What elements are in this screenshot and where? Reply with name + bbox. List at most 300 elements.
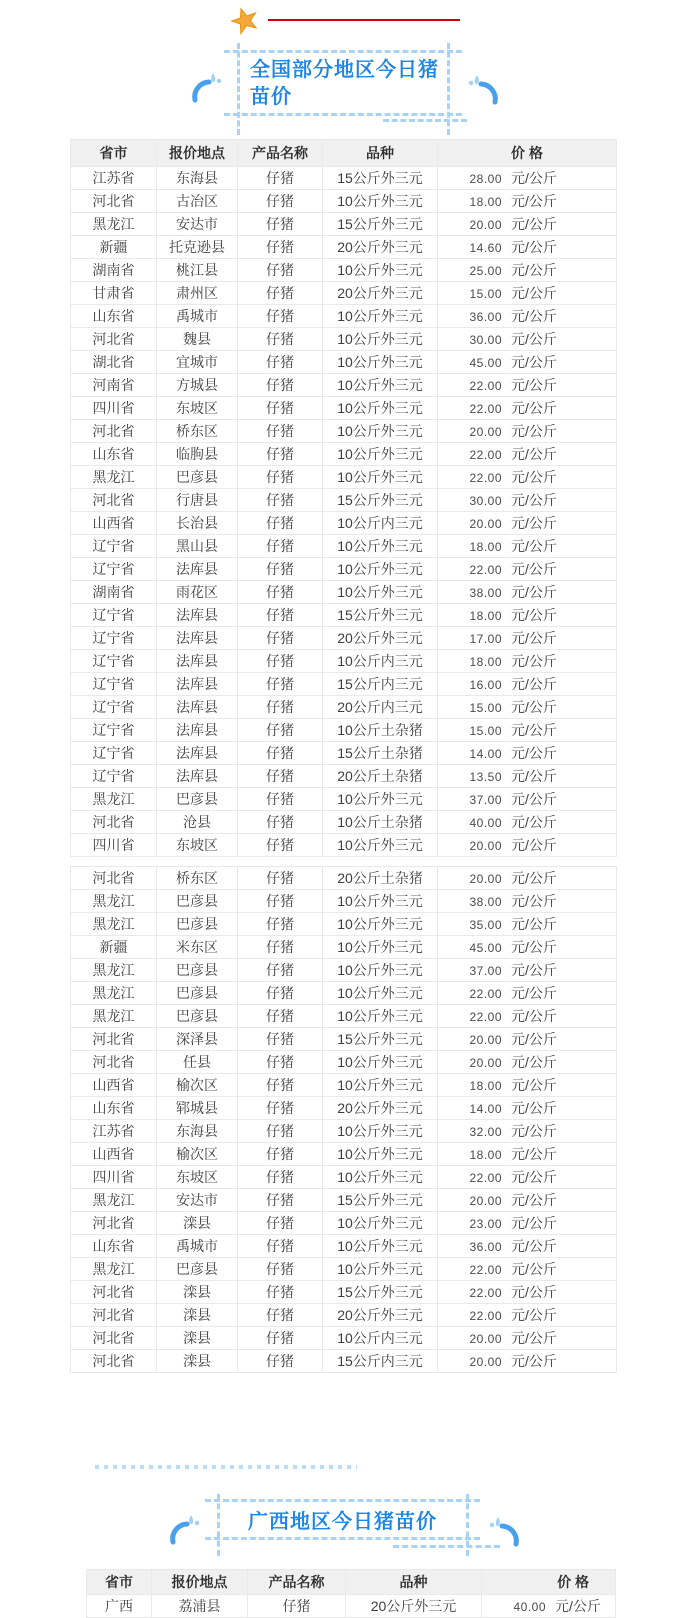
cell-location: 方城县 — [157, 374, 238, 397]
cell-product: 仔猪 — [238, 328, 323, 351]
cell-location: 滦县 — [157, 1350, 238, 1373]
cell-price — [438, 1005, 617, 1028]
price-unit: 元/公斤 — [511, 285, 557, 301]
cell-breed: 10公斤外三元 — [323, 1166, 438, 1189]
price-unit: 元/公斤 — [511, 308, 557, 324]
table-row — [71, 374, 617, 397]
cell-location: 法库县 — [157, 765, 238, 788]
table-row — [71, 420, 617, 443]
cell-price — [438, 1189, 617, 1212]
price-unit: 元/公斤 — [511, 331, 557, 347]
price-value: 20.00 — [469, 517, 502, 531]
price-value: 20.00 — [469, 1033, 502, 1047]
price-value: 23.00 — [469, 1217, 502, 1231]
cell-province: 河北省 — [71, 1350, 157, 1373]
cell-location: 巴彦县 — [157, 466, 238, 489]
table-row — [71, 213, 617, 236]
cell-location: 宜城市 — [157, 351, 238, 374]
national-price-table-part2 — [70, 866, 617, 1373]
price-unit: 元/公斤 — [511, 630, 557, 646]
price-value: 22.00 — [469, 563, 502, 577]
cell-location: 法库县 — [157, 650, 238, 673]
cell-price — [438, 867, 617, 890]
table-row — [71, 1350, 617, 1373]
cell-province: 甘肃省 — [71, 282, 157, 305]
cell-province: 黑龙江 — [71, 466, 157, 489]
price-value: 16.00 — [469, 678, 502, 692]
table-row — [87, 1595, 616, 1618]
cell-location: 滦县 — [157, 1327, 238, 1350]
splash-right-icon — [466, 71, 502, 107]
price-unit: 元/公斤 — [511, 791, 557, 807]
cell-price — [438, 328, 617, 351]
cell-price — [438, 1350, 617, 1373]
table-row — [71, 1005, 617, 1028]
table-row — [71, 581, 617, 604]
price-unit: 元/公斤 — [511, 1238, 557, 1254]
cell-price — [438, 696, 617, 719]
splash-right-icon — [487, 1513, 523, 1549]
cell-product: 仔猪 — [248, 1595, 346, 1618]
cell-location: 东坡区 — [157, 397, 238, 420]
price-unit: 元/公斤 — [511, 446, 557, 462]
cell-price — [438, 627, 617, 650]
cell-product: 仔猪 — [238, 259, 323, 282]
price-unit: 元/公斤 — [511, 193, 557, 209]
table-row — [71, 673, 617, 696]
price-value: 36.00 — [469, 1240, 502, 1254]
cell-province: 湖南省 — [71, 259, 157, 282]
price-unit: 元/公斤 — [511, 492, 557, 508]
price-value: 20.00 — [469, 1332, 502, 1346]
cell-price — [438, 236, 617, 259]
cell-province: 黑龙江 — [71, 913, 157, 936]
price-value: 17.00 — [469, 632, 502, 646]
cell-price — [438, 650, 617, 673]
price-unit: 元/公斤 — [511, 469, 557, 485]
price-value: 20.00 — [469, 1355, 502, 1369]
cell-price — [438, 305, 617, 328]
cell-province: 黑龙江 — [71, 213, 157, 236]
table-row — [71, 1189, 617, 1212]
cell-product: 仔猪 — [238, 604, 323, 627]
price-unit: 元/公斤 — [511, 962, 557, 978]
cell-product: 仔猪 — [238, 558, 323, 581]
cell-product: 仔猪 — [238, 650, 323, 673]
price-unit: 元/公斤 — [511, 837, 557, 853]
cell-price — [438, 190, 617, 213]
cell-product: 仔猪 — [238, 351, 323, 374]
splash-left-icon — [166, 1511, 202, 1547]
cell-location: 东坡区 — [157, 1166, 238, 1189]
price-unit: 元/公斤 — [511, 939, 557, 955]
cell-province: 广西 — [87, 1595, 152, 1618]
price-unit: 元/公斤 — [511, 1215, 557, 1231]
cell-product: 仔猪 — [238, 1350, 323, 1373]
cell-product: 仔猪 — [238, 1281, 323, 1304]
national-price-table-part1 — [70, 139, 617, 857]
cell-product: 仔猪 — [238, 696, 323, 719]
table-row — [71, 443, 617, 466]
table-row — [71, 466, 617, 489]
table-row — [71, 936, 617, 959]
cell-breed: 10公斤外三元 — [323, 535, 438, 558]
table-row — [71, 890, 617, 913]
cell-price — [438, 1028, 617, 1051]
cell-price — [438, 1166, 617, 1189]
price-value: 20.00 — [469, 425, 502, 439]
price-value: 40.00 — [469, 816, 502, 830]
cell-province: 辽宁省 — [71, 719, 157, 742]
price-unit: 元/公斤 — [511, 1146, 557, 1162]
price-value: 20.00 — [469, 1056, 502, 1070]
price-value: 25.00 — [469, 264, 502, 278]
cell-price — [438, 1235, 617, 1258]
table-row — [71, 1281, 617, 1304]
price-unit: 元/公斤 — [511, 1192, 557, 1208]
cell-breed: 10公斤内三元 — [323, 512, 438, 535]
price-value: 22.00 — [469, 1263, 502, 1277]
cell-province: 黑龙江 — [71, 1005, 157, 1028]
table-row — [71, 627, 617, 650]
price-value: 45.00 — [469, 356, 502, 370]
cell-breed: 10公斤外三元 — [323, 397, 438, 420]
cell-breed: 20公斤外三元 — [323, 1097, 438, 1120]
cell-product: 仔猪 — [238, 489, 323, 512]
table-header-row — [87, 1570, 616, 1595]
cell-location: 东海县 — [157, 167, 238, 190]
cell-location: 法库县 — [157, 604, 238, 627]
col-province: 省市 — [87, 1570, 152, 1595]
cell-price — [438, 765, 617, 788]
price-value: 28.00 — [469, 172, 502, 186]
cell-price — [438, 374, 617, 397]
cell-price — [438, 1281, 617, 1304]
cell-product: 仔猪 — [238, 190, 323, 213]
price-unit: 元/公斤 — [511, 584, 557, 600]
cell-product: 仔猪 — [238, 1235, 323, 1258]
cell-breed: 15公斤内三元 — [323, 1350, 438, 1373]
cell-location: 榆次区 — [157, 1074, 238, 1097]
cell-province: 辽宁省 — [71, 627, 157, 650]
star-icon — [230, 6, 260, 36]
dashed-line-top — [224, 50, 462, 53]
cell-breed: 15公斤土杂猪 — [323, 742, 438, 765]
table-header-row — [71, 140, 617, 167]
cell-province: 山东省 — [71, 1097, 157, 1120]
table-row — [71, 167, 617, 190]
dotted-divider — [95, 1465, 357, 1469]
cell-location: 巴彦县 — [157, 1258, 238, 1281]
price-value: 40.00 — [513, 1600, 546, 1614]
section2-title-banner — [0, 1489, 678, 1564]
cell-province: 辽宁省 — [71, 742, 157, 765]
header-row — [71, 140, 617, 167]
cell-breed: 10公斤外三元 — [323, 788, 438, 811]
cell-province: 山东省 — [71, 443, 157, 466]
price-unit: 元/公斤 — [511, 354, 557, 370]
cell-breed: 20公斤外三元 — [346, 1595, 482, 1618]
price-unit: 元/公斤 — [511, 1008, 557, 1024]
cell-product: 仔猪 — [238, 1212, 323, 1235]
cell-price — [438, 443, 617, 466]
cell-price — [438, 1074, 617, 1097]
cell-province: 河北省 — [71, 489, 157, 512]
table-row — [71, 867, 617, 890]
cell-province: 江苏省 — [71, 167, 157, 190]
price-value: 18.00 — [469, 1148, 502, 1162]
dashed-line-bottom — [224, 113, 462, 116]
cell-price — [438, 466, 617, 489]
cell-location: 禹城市 — [157, 1235, 238, 1258]
table-row — [71, 1258, 617, 1281]
cell-breed: 20公斤外三元 — [323, 627, 438, 650]
cell-province: 河南省 — [71, 374, 157, 397]
cell-location: 沧县 — [157, 811, 238, 834]
price-unit: 元/公斤 — [511, 515, 557, 531]
price-unit: 元/公斤 — [511, 239, 557, 255]
cell-province: 四川省 — [71, 834, 157, 857]
price-value: 22.00 — [469, 402, 502, 416]
cell-location: 桃江县 — [157, 259, 238, 282]
cell-province: 辽宁省 — [71, 604, 157, 627]
price-value: 37.00 — [469, 964, 502, 978]
cell-price — [438, 673, 617, 696]
table-row — [71, 512, 617, 535]
cell-breed: 10公斤外三元 — [323, 581, 438, 604]
col-province: 省市 — [71, 140, 157, 167]
price-value: 32.00 — [469, 1125, 502, 1139]
cell-price — [438, 397, 617, 420]
price-unit: 元/公斤 — [511, 653, 557, 669]
cell-province: 山西省 — [71, 512, 157, 535]
price-value: 22.00 — [469, 1171, 502, 1185]
price-unit: 元/公斤 — [511, 1353, 557, 1369]
cell-province: 河北省 — [71, 1028, 157, 1051]
cell-price — [438, 1097, 617, 1120]
price-unit: 元/公斤 — [511, 607, 557, 623]
cell-product: 仔猪 — [238, 811, 323, 834]
price-value: 15.00 — [469, 724, 502, 738]
cell-breed: 10公斤外三元 — [323, 959, 438, 982]
dashed-line-vertical-left — [237, 43, 240, 135]
price-unit: 元/公斤 — [511, 814, 557, 830]
price-value: 30.00 — [469, 494, 502, 508]
table-row — [71, 765, 617, 788]
cell-breed: 10公斤外三元 — [323, 1212, 438, 1235]
cell-price — [438, 890, 617, 913]
table-row — [71, 1097, 617, 1120]
cell-location: 巴彦县 — [157, 890, 238, 913]
table-row — [71, 834, 617, 857]
price-unit: 元/公斤 — [511, 1123, 557, 1139]
cell-location: 滦县 — [157, 1281, 238, 1304]
cell-product: 仔猪 — [238, 719, 323, 742]
cell-product: 仔猪 — [238, 936, 323, 959]
price-unit: 元/公斤 — [555, 1598, 601, 1614]
price-value: 20.00 — [469, 1194, 502, 1208]
table-row — [71, 1212, 617, 1235]
price-unit: 元/公斤 — [511, 870, 557, 886]
table-row — [71, 190, 617, 213]
dashed-line-top — [205, 1499, 480, 1502]
cell-price — [438, 489, 617, 512]
cell-price — [438, 936, 617, 959]
cell-price — [438, 788, 617, 811]
cell-breed: 20公斤内三元 — [323, 696, 438, 719]
price-unit: 元/公斤 — [511, 561, 557, 577]
cell-breed: 10公斤外三元 — [323, 982, 438, 1005]
cell-product: 仔猪 — [238, 1189, 323, 1212]
cell-price — [438, 719, 617, 742]
cell-product: 仔猪 — [238, 167, 323, 190]
cell-province: 河北省 — [71, 1051, 157, 1074]
price-value: 22.00 — [469, 987, 502, 1001]
table-row — [71, 742, 617, 765]
table-row — [71, 1327, 617, 1350]
cell-price — [438, 1051, 617, 1074]
cell-product: 仔猪 — [238, 1005, 323, 1028]
cell-product: 仔猪 — [238, 213, 323, 236]
cell-price — [438, 604, 617, 627]
price-value: 22.00 — [469, 1309, 502, 1323]
cell-province: 辽宁省 — [71, 765, 157, 788]
cell-price — [438, 351, 617, 374]
cell-price — [438, 282, 617, 305]
cell-price — [438, 1212, 617, 1235]
cell-breed: 20公斤外三元 — [323, 1304, 438, 1327]
table-row — [71, 982, 617, 1005]
cell-breed: 10公斤内三元 — [323, 650, 438, 673]
cell-product: 仔猪 — [238, 420, 323, 443]
table-row — [71, 1074, 617, 1097]
cell-location: 法库县 — [157, 719, 238, 742]
price-value: 18.00 — [469, 1079, 502, 1093]
table-row — [71, 305, 617, 328]
price-unit: 元/公斤 — [511, 745, 557, 761]
cell-breed: 10公斤外三元 — [323, 1235, 438, 1258]
cell-price — [438, 1304, 617, 1327]
price-value: 14.60 — [469, 241, 502, 255]
cell-breed: 20公斤外三元 — [323, 282, 438, 305]
splash-left-icon — [188, 69, 224, 105]
table-row — [71, 719, 617, 742]
cell-price — [438, 535, 617, 558]
cell-product: 仔猪 — [238, 1166, 323, 1189]
cell-location: 任县 — [157, 1051, 238, 1074]
cell-product: 仔猪 — [238, 305, 323, 328]
cell-price — [438, 1327, 617, 1350]
cell-province: 黑龙江 — [71, 890, 157, 913]
price-unit: 元/公斤 — [511, 1169, 557, 1185]
cell-province: 黑龙江 — [71, 959, 157, 982]
table-row — [71, 1143, 617, 1166]
price-unit: 元/公斤 — [511, 216, 557, 232]
table-row — [71, 1120, 617, 1143]
price-unit: 元/公斤 — [511, 1100, 557, 1116]
table-row — [71, 1051, 617, 1074]
cell-price — [438, 811, 617, 834]
cell-location: 禹城市 — [157, 305, 238, 328]
price-value: 22.00 — [469, 471, 502, 485]
cell-breed: 10公斤外三元 — [323, 190, 438, 213]
price-unit: 元/公斤 — [511, 699, 557, 715]
price-unit: 元/公斤 — [511, 676, 557, 692]
cell-province: 新疆 — [71, 236, 157, 259]
cell-price — [438, 834, 617, 857]
cell-price — [438, 512, 617, 535]
cell-breed: 10公斤外三元 — [323, 1051, 438, 1074]
cell-breed: 20公斤土杂猪 — [323, 867, 438, 890]
cell-location: 深泽县 — [157, 1028, 238, 1051]
cell-location: 雨花区 — [157, 581, 238, 604]
cell-location: 肃州区 — [157, 282, 238, 305]
cell-province: 山东省 — [71, 305, 157, 328]
cell-product: 仔猪 — [238, 673, 323, 696]
table-row — [71, 604, 617, 627]
cell-price — [482, 1595, 616, 1618]
col-breed: 品种 — [323, 140, 438, 167]
cell-province: 黑龙江 — [71, 788, 157, 811]
cell-breed: 10公斤外三元 — [323, 1005, 438, 1028]
cell-product: 仔猪 — [238, 959, 323, 982]
cell-product: 仔猪 — [238, 374, 323, 397]
red-divider-line — [268, 19, 460, 21]
cell-province: 黑龙江 — [71, 1258, 157, 1281]
price-value: 30.00 — [469, 333, 502, 347]
cell-product: 仔猪 — [238, 1074, 323, 1097]
table-row — [71, 328, 617, 351]
section1-title: 全国部分地区今日猪苗价 — [250, 59, 439, 108]
top-decoration — [0, 0, 678, 43]
price-value: 38.00 — [469, 586, 502, 600]
price-value: 22.00 — [469, 1010, 502, 1024]
price-unit: 元/公斤 — [511, 170, 557, 186]
cell-province: 河北省 — [71, 867, 157, 890]
price-unit: 元/公斤 — [511, 985, 557, 1001]
cell-product: 仔猪 — [238, 535, 323, 558]
table-row — [71, 788, 617, 811]
cell-breed: 15公斤外三元 — [323, 604, 438, 627]
cell-location: 法库县 — [157, 696, 238, 719]
cell-breed: 15公斤外三元 — [323, 167, 438, 190]
price-unit: 元/公斤 — [511, 1077, 557, 1093]
cell-province: 河北省 — [71, 420, 157, 443]
guangxi-price-table — [86, 1569, 616, 1618]
cell-province: 湖北省 — [71, 351, 157, 374]
cell-province: 四川省 — [71, 397, 157, 420]
cell-breed: 10公斤外三元 — [323, 1143, 438, 1166]
cell-product: 仔猪 — [238, 742, 323, 765]
price-unit: 元/公斤 — [511, 262, 557, 278]
cell-product: 仔猪 — [238, 765, 323, 788]
cell-breed: 15公斤外三元 — [323, 1028, 438, 1051]
cell-province: 新疆 — [71, 936, 157, 959]
table-row — [71, 1166, 617, 1189]
cell-price — [438, 913, 617, 936]
price-unit: 元/公斤 — [511, 1330, 557, 1346]
table-row — [71, 259, 617, 282]
cell-breed: 15公斤外三元 — [323, 213, 438, 236]
col-price: 价 格 — [482, 1570, 616, 1595]
cell-location: 魏县 — [157, 328, 238, 351]
cell-province: 河北省 — [71, 811, 157, 834]
cell-price — [438, 1258, 617, 1281]
price-unit: 元/公斤 — [511, 916, 557, 932]
cell-product: 仔猪 — [238, 890, 323, 913]
cell-product: 仔猪 — [238, 236, 323, 259]
cell-province: 辽宁省 — [71, 673, 157, 696]
